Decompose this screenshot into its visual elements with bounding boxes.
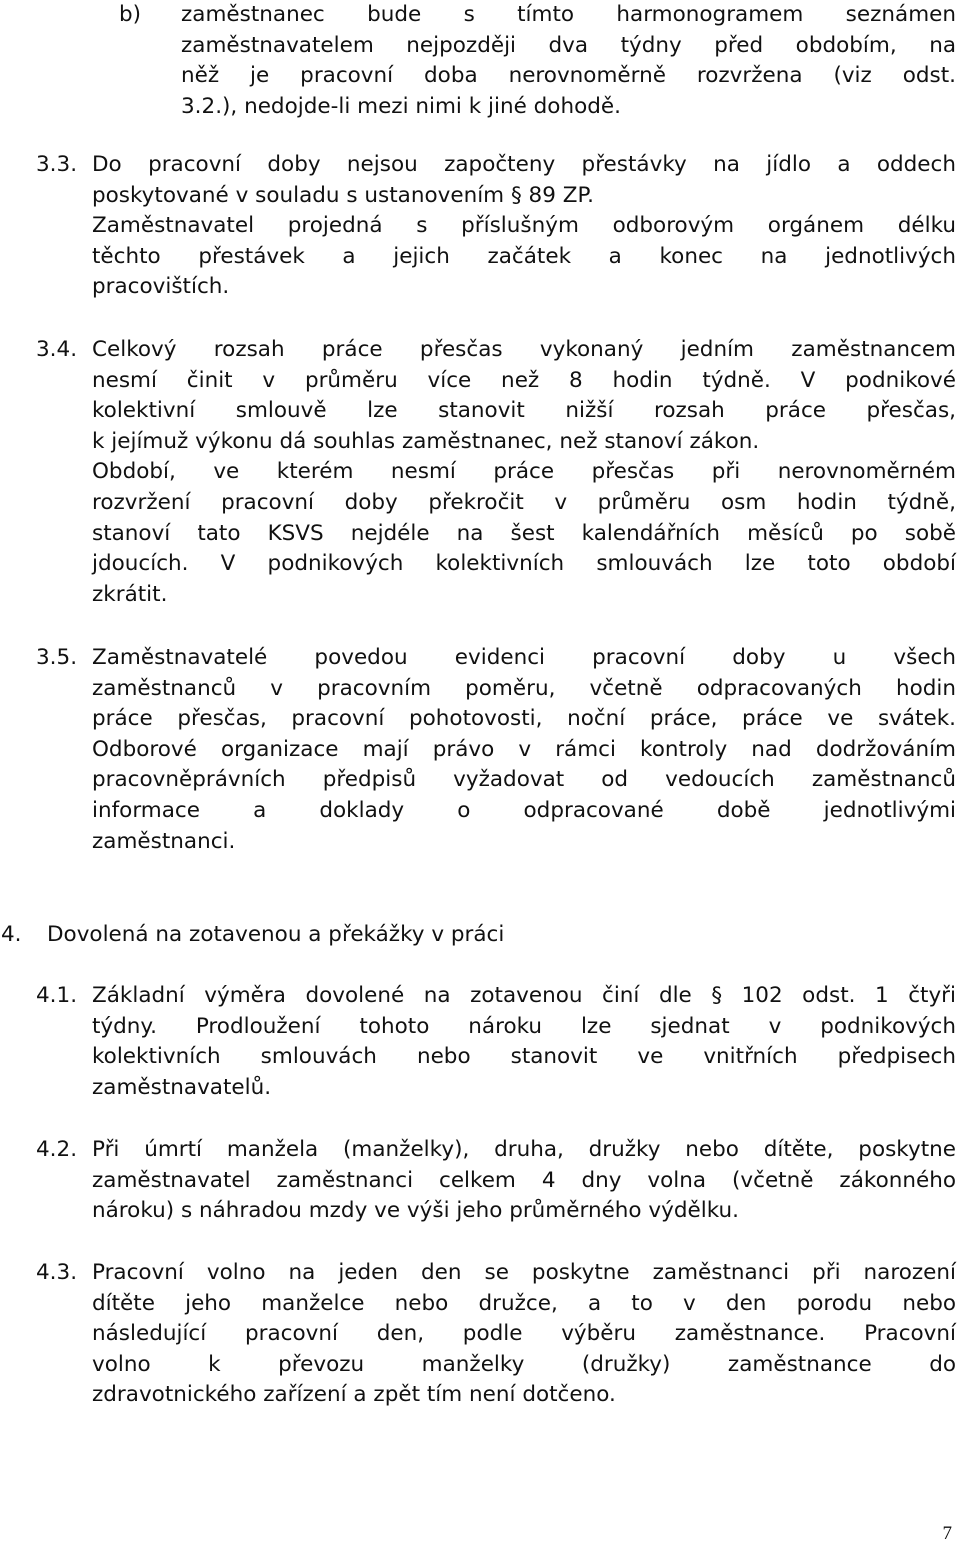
text-line: zaměstnanci. — [92, 828, 236, 854]
section-number: 3.4. — [36, 337, 78, 362]
text-line: Pracovní volno na jeden den se poskytne zaměstnanci při narození — [92, 1260, 956, 1285]
section-number: 3.3. — [36, 152, 78, 177]
text-line: následující pracovní den, podle výběru zaměstnance. Pracovní — [92, 1321, 956, 1347]
item-text — [181, 0, 956, 122]
text-line: poskytované v souladu s ustanovením § 89 ZP. — [92, 182, 594, 208]
text-line: zaměstnavatelem nejpozději dva týdny před obdobím, na — [181, 32, 956, 58]
text-line: jdoucích. V podnikových kolektivních smlouvách lze toto období — [92, 551, 956, 577]
text-line: dítěte jeho manželce nebo družce, a to v den porodu nebo — [92, 1290, 956, 1316]
section-text — [92, 1258, 956, 1411]
text-line: kolektivní smlouvě lze stanovit nižší rozsah práce přesčas, — [92, 398, 956, 424]
section-number: 3.5. — [36, 645, 78, 670]
text-line: pracovněprávních předpisů vyžadovat od vedoucích zaměstnanců — [92, 767, 956, 793]
text-line: 3.2.), nedojde-li mezi nimi k jiné dohodě. — [181, 93, 621, 119]
heading-title: Dovolená na zotavenou a překážky v práci — [47, 922, 505, 947]
item-label: b) — [119, 2, 142, 27]
section-text — [92, 981, 956, 1103]
text-line: Období, ve kterém nesmí práce přesčas při nerovnoměrném — [92, 459, 956, 485]
text-line: Základní výměra dovolené na zotavenou činí dle § 102 odst. 1 čtyři — [92, 983, 956, 1008]
text-line: nároku) s náhradou mzdy ve výši jeho průměrného výdělku. — [92, 1198, 739, 1224]
text-line: zaměstnanců v pracovním poměru, včetně odpracovaných hodin — [92, 675, 956, 701]
text-line: nesmí činit v průměru více než 8 hodin týdně. V podnikové — [92, 367, 956, 393]
text-line: zaměstnanec bude s tímto harmonogramem seznámen — [181, 2, 956, 27]
text-line: stanoví tato KSVS nejdéle na šest kalendářních měsíců po sobě — [92, 520, 956, 546]
text-line: informace a doklady o odpracované době jednotlivými — [92, 797, 956, 823]
section-text — [92, 150, 956, 303]
text-line: Do pracovní doby nejsou započteny přestávky na jídlo a oddech — [92, 152, 956, 177]
page-number: 7 — [942, 1523, 952, 1544]
text-line: zaměstnavatel zaměstnanci celkem 4 dny volna (včetně zákonného — [92, 1167, 956, 1193]
text-line: k jejímuž výkonu dá souhlas zaměstnanec, než stanoví zákon. — [92, 428, 760, 454]
text-line: Při úmrtí manžela (manželky), druha, družky nebo dítěte, poskytne — [92, 1137, 956, 1162]
text-line: Zaměstnavatel projedná s příslušným odborovým orgánem délku — [92, 213, 956, 239]
text-line: Odborové organizace mají právo v rámci kontroly nad dodržováním — [92, 736, 956, 762]
section-text — [92, 1135, 956, 1227]
text-line: volno k převozu manželky (družky) zaměstnance do — [92, 1351, 956, 1377]
text-line: pracovištích. — [92, 274, 230, 300]
section-number: 4.2. — [36, 1137, 78, 1162]
text-line: Zaměstnavatelé povedou evidenci pracovní doby u všech — [92, 645, 956, 670]
heading-number: 4. — [1, 922, 22, 947]
section-text — [92, 643, 956, 857]
text-line: zkrátit. — [92, 581, 168, 607]
text-line: kolektivních smlouvách nebo stanovit ve vnitřních předpisech — [92, 1044, 956, 1070]
text-line: něž je pracovní doba nerovnoměrně rozvržena (viz odst. — [181, 63, 956, 89]
section-text — [92, 335, 956, 610]
text-line: práce přesčas, pracovní pohotovosti, noční práce, práce ve svátek. — [92, 706, 956, 732]
text-line: týdny. Prodloužení tohoto nároku lze sjednat v podnikových — [92, 1013, 956, 1039]
text-line: těchto přestávek a jejich začátek a konec na jednotlivých — [92, 243, 956, 269]
section-number: 4.3. — [36, 1260, 78, 1285]
section-number: 4.1. — [36, 983, 78, 1008]
text-line: Celkový rozsah práce přesčas vykonaný jedním zaměstnancem — [92, 337, 956, 362]
text-line: zaměstnavatelů. — [92, 1074, 272, 1100]
text-line: zdravotnického zařízení a zpět tím není dotčeno. — [92, 1382, 616, 1408]
text-line: rozvržení pracovní doby překročit v průměru osm hodin týdně, — [92, 489, 956, 515]
